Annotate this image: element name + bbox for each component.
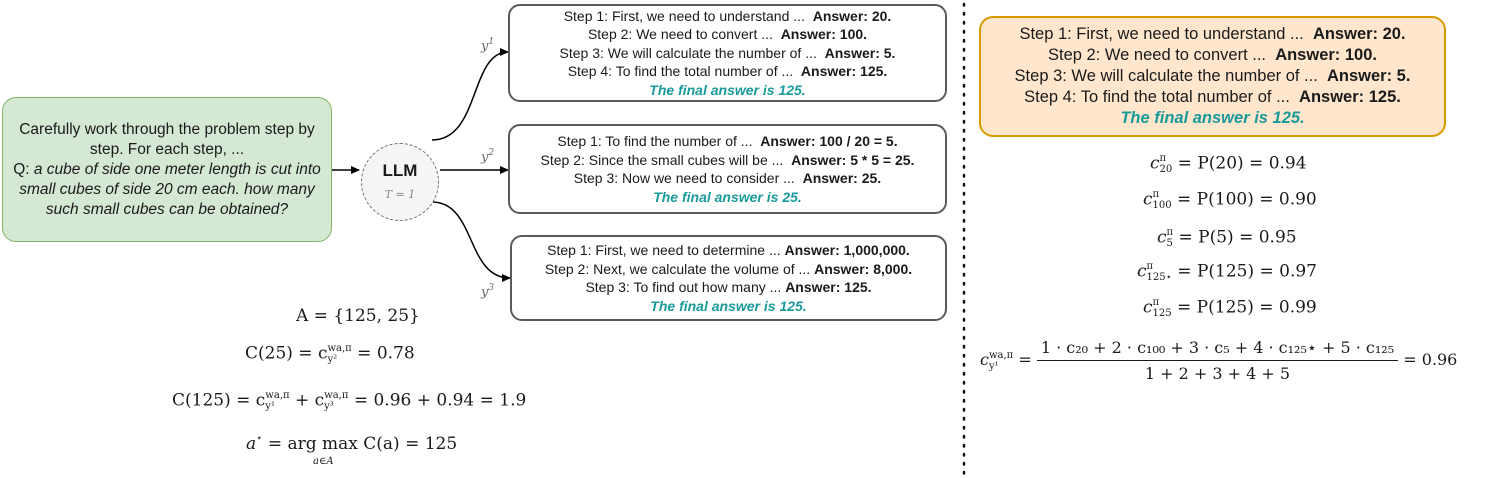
weighted-denominator: 1 + 2 + 3 + 4 + 5 (1144, 364, 1291, 383)
path-label-y3: $y^3$ (481, 283, 495, 300)
selected-step-2: Step 2: We need to convert ... Answer: 100. (1048, 46, 1377, 64)
question-body: a cube of side one meter length is cut into small cubes of side 20 cm each. how many such small cubes can be obtained? (19, 160, 321, 218)
reasoning-path-2 (508, 124, 947, 214)
llm-temperature: T = 1 (384, 188, 416, 201)
question-prompt: Carefully work through the problem step by step. For each step, ... (19, 120, 315, 158)
path2-step-2: Step 2: Since the small cubes will be ... Answer: 5 * 5 = 25. (540, 151, 915, 168)
arrow-llm-to-y1 (432, 52, 508, 140)
formula-answer-set: A = {125, 25} (296, 306, 420, 326)
llm-label: LLM (382, 161, 418, 180)
formula-c25: C(25) = c wa,π y² = 0.78 (245, 343, 415, 365)
llm-node (361, 143, 439, 221)
path1-final-answer: The final answer is 125. (649, 81, 806, 98)
formula-c100: c π 100 = P(100) = 0.90 (1143, 189, 1317, 211)
formula-argmax-subscript: a∈A (313, 456, 334, 467)
weighted-numerator: 1 · c₂₀ + 2 · c₁₀₀ + 3 · c₅ + 4 · c₁₂₅⋆ + 5 · c₁₂₅ (1037, 338, 1398, 361)
formula-argmax: a⋆ = arg max C(a) = 125 (246, 433, 458, 454)
formula-c5: c π 5 = P(5) = 0.95 (1157, 227, 1297, 249)
path3-step-3: Step 3: To find out how many ... Answer: 125. (585, 279, 872, 295)
path2-step-3: Step 3: Now we need to consider ... Answer: 25. (573, 170, 882, 186)
formula-weighted-confidence: c wa,π y¹ = $\frac{\text{1 · c₂₀ + 2 · c₁₀₀ + 3 · c₅ + 4 · c₁₂₅⋆ + 5 · c₁₂₅}}{1 + 2 + 3 + 4 + 5}$ = 0.96 (980, 338, 1458, 383)
formula-c125: C(125) = c wa,π y¹ + c wa,π y³ = 0.96 + 0.94 = 1.9 (172, 390, 527, 412)
selected-path-box (979, 16, 1446, 137)
path3-step-1: Step 1: First, we need to determine ... Answer: 1,000,000. (547, 242, 910, 258)
path1-step-1: Step 1: First, we need to understand ... Answer: 20. (563, 7, 892, 24)
formula-c125star: c π 125⋆ = P(125) = 0.97 (1137, 261, 1317, 283)
path1-step-4: Step 4: To find the total number of ... Answer: 125. (567, 63, 888, 80)
path-label-y1: $y^1$ (481, 37, 495, 54)
question-prefix: Q: (13, 160, 30, 178)
path2-final-answer: The final answer is 25. (653, 188, 802, 205)
arrow-llm-to-y3 (432, 202, 510, 278)
formula-c125: c π 125 = P(125) = 0.99 (1143, 297, 1317, 319)
weighted-result: = 0.96 (1403, 350, 1458, 369)
path1-step-3: Step 3: We will calculate the number of ... Answer: 5. (559, 44, 896, 61)
question-box (2, 97, 332, 242)
path3-step-2: Step 2: Next, we calculate the volume of ... Answer: 8,000. (544, 260, 913, 277)
reasoning-path-1 (508, 4, 947, 102)
selected-step-3: Step 3: We will calculate the number of ... Answer: 5. (1014, 67, 1411, 85)
selected-final-answer: The final answer is 125. (1120, 109, 1305, 127)
question-text (7, 160, 327, 220)
path1-step-2: Step 2: We need to convert ... Answer: 100. (587, 26, 868, 43)
selected-step-1: Step 1: First, we need to understand ... Answer: 20. (1019, 25, 1406, 43)
weighted-fraction (1037, 338, 1398, 383)
path-label-y2: $y^2$ (481, 148, 495, 165)
path3-final-answer: The final answer is 125. (650, 297, 807, 314)
formula-c20: c π 20 = P(20) = 0.94 (1150, 153, 1307, 175)
selected-step-4: Step 4: To find the total number of ... Answer: 125. (1024, 88, 1401, 106)
path2-step-1: Step 1: To find the number of ... Answer: 100 / 20 = 5. (557, 133, 898, 149)
reasoning-path-3 (510, 235, 947, 321)
